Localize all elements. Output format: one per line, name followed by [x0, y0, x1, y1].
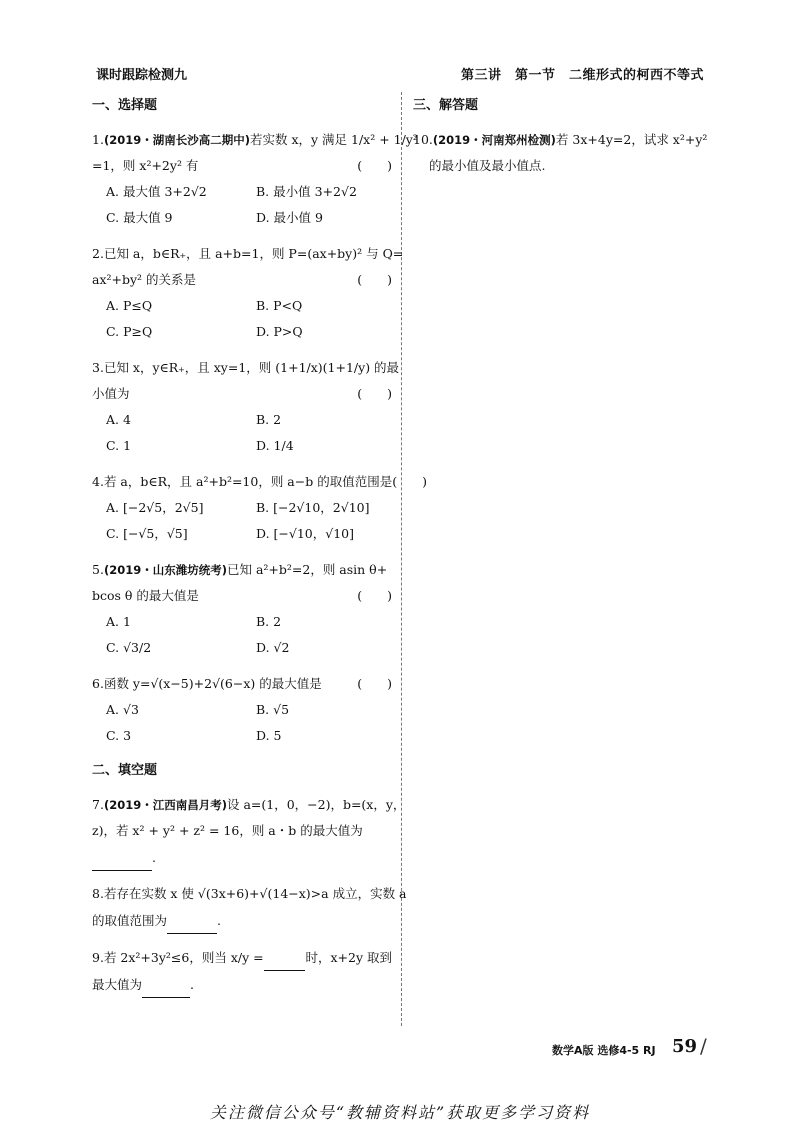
question-text: 最大值为	[92, 976, 143, 992]
question-4	[92, 469, 427, 495]
option-a: A. P≤Q	[106, 298, 153, 313]
option-d: D. [−√10，√10]	[256, 526, 354, 541]
question-text: .	[152, 849, 156, 865]
question-text: 若实数 x，y 满足 1/x² + 1/y²	[249, 132, 418, 147]
option-b: B. 2	[256, 614, 282, 629]
question-text: 若 3x+4y=2，试求 x²+y²	[555, 132, 708, 147]
question-number: 8.	[92, 886, 104, 901]
question-2	[92, 241, 404, 293]
question-text: ax²+by² 的关系是	[92, 272, 197, 287]
promo-note: 关注微信公众号“教辅资料站”获取更多学习资料	[209, 1103, 591, 1122]
option-d: D. √2	[256, 640, 290, 655]
question-text: .	[190, 976, 194, 992]
book-label: 数学A版 选修4-5 RJ	[552, 1044, 656, 1057]
question-text: 的取值范围为	[92, 912, 168, 928]
question-8	[92, 881, 407, 934]
left-column	[92, 94, 427, 998]
question-text: 小值为	[92, 386, 130, 401]
question-text: 设 a=(1，0，−2)，b=(x，y，	[226, 797, 406, 812]
option-d: D. 最小值 9	[256, 210, 323, 225]
option-a: A. 4	[106, 412, 131, 427]
question-text: 已知 x，y∈R₊，且 xy=1，则 (1+1/x)(1+1/y) 的最	[103, 360, 400, 375]
option-a: A. 1	[106, 614, 131, 629]
chapter-header: 第三讲 第一节 二维形式的柯西不等式	[460, 68, 704, 83]
options-q1	[106, 179, 392, 231]
option-b: B. 最小值 3+2√2	[256, 184, 357, 199]
option-c: C. √3/2	[106, 640, 152, 655]
right-column	[413, 94, 713, 179]
question-number: 9.	[92, 949, 104, 965]
options-q6	[106, 697, 392, 749]
answer-parens: ( )	[357, 676, 392, 691]
answer-blank	[264, 944, 306, 971]
question-7	[92, 792, 406, 871]
question-text: 时，x+2y 取到	[305, 949, 392, 965]
option-d: D. 5	[256, 728, 282, 743]
answer-parens: ( )	[357, 588, 392, 603]
question-text: 已知 a，b∈R₊，且 a+b=1，则 P=(ax+by)² 与 Q=	[103, 246, 404, 261]
option-d: D. P>Q	[256, 324, 303, 339]
question-6	[92, 671, 392, 697]
question-text: bcos θ 的最大值是	[92, 588, 199, 603]
answer-blank	[92, 844, 152, 871]
page-corner-mark: /	[700, 1034, 707, 1058]
question-text: .	[217, 912, 221, 928]
option-b: B. 2	[256, 412, 282, 427]
section-solve: 三、解答题	[413, 98, 479, 113]
option-b: B. √5	[256, 702, 290, 717]
question-source: (2019・河南郑州检测)	[432, 133, 556, 147]
question-text: =1，则 x²+2y² 有	[92, 158, 199, 173]
options-q5	[106, 609, 392, 661]
question-source: (2019・江西南昌月考)	[103, 798, 227, 812]
option-a: A. [−2√5，2√5]	[106, 500, 204, 515]
answer-blank	[167, 907, 217, 934]
option-c: C. 最大值 9	[106, 210, 173, 225]
answer-parens: ( )	[357, 158, 392, 173]
answer-blank	[142, 971, 190, 998]
question-9	[92, 944, 392, 998]
question-3	[92, 355, 400, 407]
question-number: 6.	[92, 676, 104, 691]
option-c: C. 1	[106, 438, 132, 453]
question-text: 已知 a²+b²=2，则 asin θ+	[226, 562, 388, 577]
question-10	[413, 127, 713, 179]
option-d: D. 1/4	[256, 438, 294, 453]
section-fill: 二、填空题	[92, 763, 158, 778]
options-q3	[106, 407, 392, 459]
question-text: 的最小值及最小值点.	[429, 158, 546, 173]
worksheet-title: 课时跟踪检测九	[96, 68, 188, 83]
question-5	[92, 557, 392, 609]
answer-parens: ( )	[357, 272, 392, 287]
question-text: 函数 y=√(x−5)+2√(6−x) 的最大值是	[103, 676, 322, 691]
question-number: 10.	[413, 132, 433, 147]
option-c: C. P≥Q	[106, 324, 153, 339]
option-a: A. 最大值 3+2√2	[106, 184, 207, 199]
page-number: 59	[672, 1036, 698, 1057]
option-a: A. √3	[106, 702, 139, 717]
question-text: 若 2x²+3y²≤6，则当 x/y =	[103, 949, 264, 965]
option-b: B. [−2√10，2√10]	[256, 500, 370, 515]
question-text: 若存在实数 x 使 √(3x+6)+√(14−x)>a 成立，实数 a	[103, 886, 407, 901]
option-b: B. P<Q	[256, 298, 303, 313]
question-number: 3.	[92, 360, 104, 375]
options-q2	[106, 293, 392, 345]
answer-parens: ( )	[392, 474, 427, 489]
section-choice: 一、选择题	[92, 98, 158, 113]
option-c: C. [−√5，√5]	[106, 526, 188, 541]
question-1	[92, 127, 418, 179]
option-c: C. 3	[106, 728, 132, 743]
question-number: 4.	[92, 474, 104, 489]
answer-parens: ( )	[357, 386, 392, 401]
question-number: 7.	[92, 797, 104, 812]
options-q4	[106, 495, 392, 547]
question-source: (2019・湖南长沙高二期中)	[103, 133, 250, 147]
question-number: 1.	[92, 132, 104, 147]
question-number: 5.	[92, 562, 104, 577]
question-text: 若 a，b∈R，且 a²+b²=10，则 a−b 的取值范围是	[103, 474, 393, 489]
question-number: 2.	[92, 246, 104, 261]
question-text: z)，若 x² + y² + z² = 16，则 a・b 的最大值为	[92, 823, 363, 838]
question-source: (2019・山东潍坊统考)	[103, 563, 227, 577]
